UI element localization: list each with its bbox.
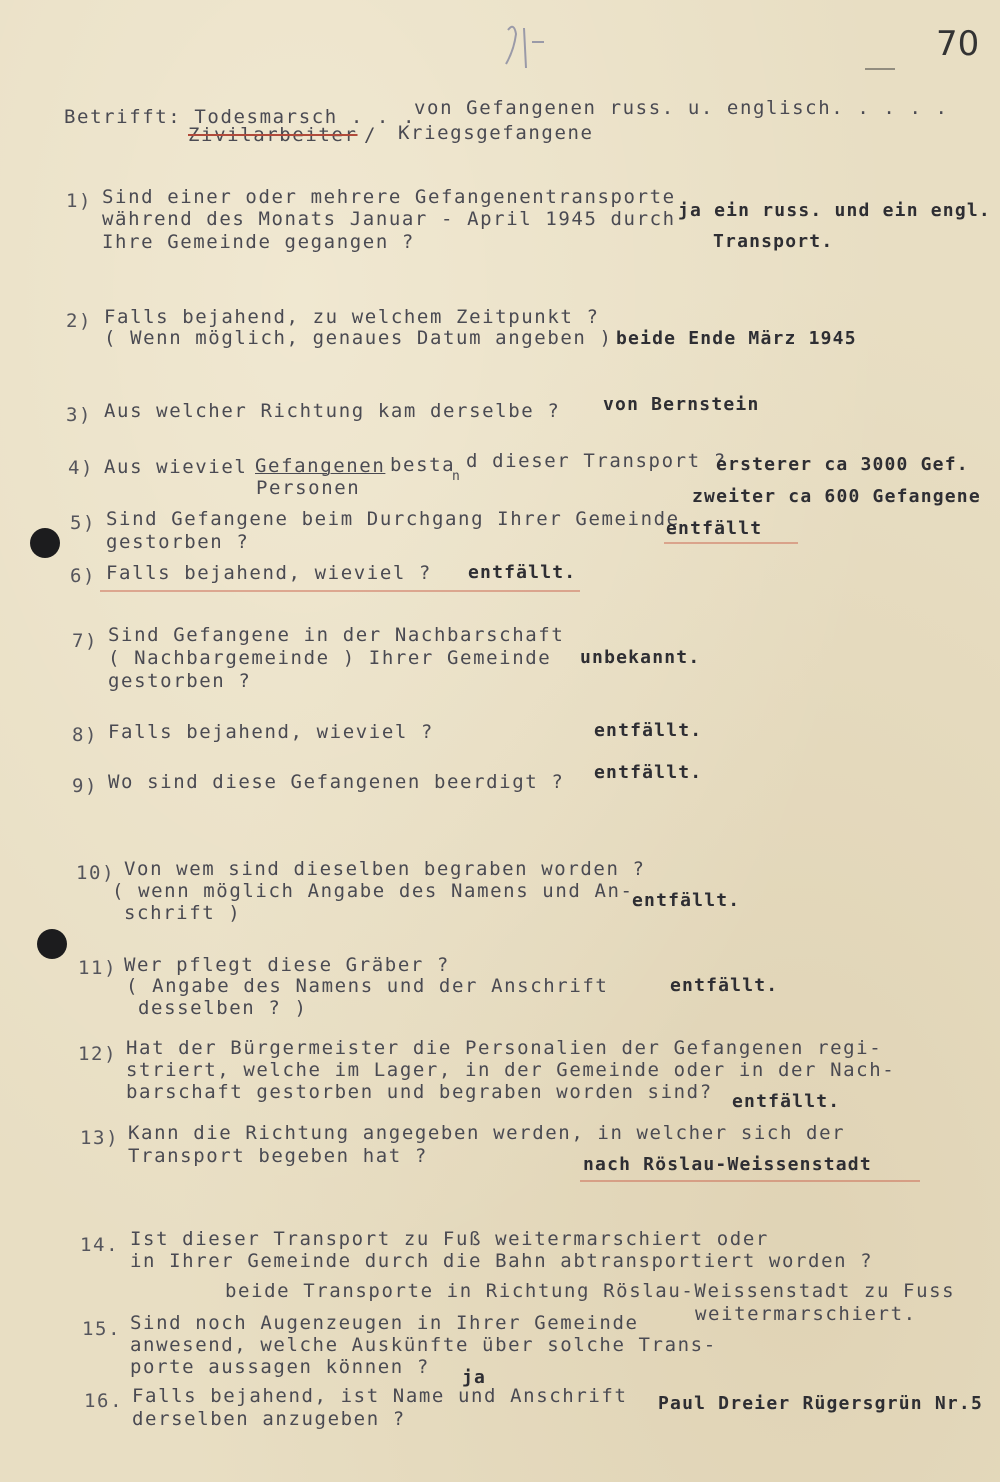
- punch-hole: [30, 528, 60, 558]
- question-line: Falls bejahend, ist Name und Anschrift: [132, 1385, 628, 1407]
- question-number: 3): [66, 404, 93, 426]
- answer-text-typed: weitermarschiert.: [695, 1303, 917, 1325]
- question-line: Von wem sind dieselben begraben worden ?: [124, 858, 646, 880]
- answer-text: entfällt.: [732, 1091, 841, 1112]
- question-line: Aus welcher Richtung kam derselbe ?: [104, 400, 561, 422]
- question-line: Personen: [256, 477, 361, 499]
- answer-text: ja ein russ. und ein engl.: [678, 200, 991, 221]
- struck-text: Zivilarbeiter: [188, 124, 358, 146]
- question-line: Ist dieser Transport zu Fuß weitermarschiert oder: [130, 1228, 769, 1250]
- question-line: Ihre Gemeinde gegangen ?: [102, 231, 415, 253]
- question-number: 10): [76, 862, 116, 884]
- question-line-inserted: n: [452, 469, 462, 484]
- question-number: 4): [68, 457, 95, 479]
- question-number: 5): [70, 512, 97, 534]
- question-line: ( Wenn möglich, genaues Datum angeben ): [104, 327, 613, 349]
- question-line: ( Angabe des Namens und der Anschrift: [126, 975, 609, 997]
- answer-text: von Bernstein: [603, 394, 760, 415]
- answer-text: entfällt.: [594, 762, 703, 783]
- question-line: während des Monats Januar - April 1945 durch: [102, 208, 676, 230]
- question-line: porte aussagen können ?: [130, 1356, 430, 1378]
- answer-text: entfällt.: [468, 562, 577, 583]
- question-line: Sind einer oder mehrere Gefangenentransporte: [102, 186, 676, 208]
- red-underline: [580, 1180, 920, 1182]
- answer-text: entfällt: [666, 518, 763, 539]
- question-line: Transport begeben hat ?: [128, 1145, 428, 1167]
- page-number: 70: [936, 24, 980, 64]
- question-line: Falls bejahend, wieviel ?: [106, 562, 432, 584]
- question-line: Sind Gefangene in der Nachbarschaft: [108, 624, 565, 646]
- answer-text: nach Röslau-Weissenstadt: [583, 1154, 872, 1175]
- question-line-underlined: Gefangenen: [255, 455, 386, 477]
- question-line: derselben anzugeben ?: [132, 1408, 406, 1430]
- question-line: striert, welche im Lager, in der Gemeinde oder in der Nach-: [126, 1059, 896, 1081]
- question-number: 15.: [82, 1318, 122, 1340]
- question-line: desselben ? ): [138, 997, 308, 1019]
- betrifft-label: Betrifft: Todesmarsch . . .: [64, 106, 417, 128]
- answer-text: unbekannt.: [580, 647, 701, 668]
- question-line: besta: [390, 454, 456, 476]
- question-line: Wo sind diese Gefangenen beerdigt ?: [108, 771, 565, 793]
- question-number: 14.: [80, 1234, 120, 1256]
- question-line: d dieser Transport ?: [466, 450, 727, 472]
- question-line: Hat der Bürgermeister die Personalien der Gefangenen regi-: [126, 1037, 883, 1059]
- answer-text-typed: beide Transporte in Richtung Röslau-Weissenstadt zu Fuss: [225, 1280, 956, 1302]
- question-number: 8): [72, 724, 99, 746]
- answer-text: entfällt.: [632, 890, 741, 911]
- question-line: Falls bejahend, wieviel ?: [108, 721, 434, 743]
- question-number: 16.: [84, 1390, 124, 1412]
- question-line: ( wenn möglich Angabe des Namens und An-: [112, 880, 634, 902]
- red-underline: [100, 590, 580, 592]
- question-line: Kann die Richtung angegeben werden, in welcher sich der: [128, 1122, 846, 1144]
- question-number: 1): [66, 190, 93, 212]
- answer-text: beide Ende März 1945: [616, 328, 857, 349]
- slash: /: [364, 124, 378, 146]
- question-line: barschaft gestorben und begraben worden sind?: [126, 1081, 713, 1103]
- kriegsgefangene-text: Kriegsgefangene: [398, 122, 594, 144]
- red-underline: [664, 542, 798, 544]
- question-line: Falls bejahend, zu welchem Zeitpunkt ?: [104, 306, 600, 328]
- question-line: gestorben ?: [106, 531, 250, 553]
- question-line: Sind Gefangene beim Durchgang Ihrer Gemeinde: [106, 508, 680, 530]
- pencil-mark-icon: [500, 20, 550, 80]
- subject-text: von Gefangenen russ. u. englisch. . . . .: [414, 97, 949, 119]
- question-line: Wer pflegt diese Gräber ?: [124, 954, 450, 976]
- question-number: 2): [66, 310, 93, 332]
- question-number: 6): [70, 565, 97, 587]
- question-number: 11): [78, 957, 118, 979]
- question-line: in Ihrer Gemeinde durch die Bahn abtransportiert worden ?: [130, 1250, 874, 1272]
- question-line: Sind noch Augenzeugen in Ihrer Gemeinde: [130, 1312, 639, 1334]
- answer-text: entfällt.: [670, 975, 779, 996]
- question-number: 13): [80, 1127, 120, 1149]
- punch-hole: [37, 929, 67, 959]
- question-line: gestorben ?: [108, 670, 252, 692]
- answer-text: ersterer ca 3000 Gef.: [716, 454, 969, 475]
- answer-text: entfällt.: [594, 720, 703, 741]
- question-line: anwesend, welche Auskünfte über solche Trans-: [130, 1334, 717, 1356]
- answer-text: ja: [462, 1367, 487, 1388]
- answer-text: Transport.: [713, 231, 834, 252]
- question-number: 9): [72, 775, 99, 797]
- question-number: 7): [72, 630, 99, 652]
- question-number: 12): [78, 1043, 118, 1065]
- pencil-dash: [865, 68, 895, 70]
- question-line: schrift ): [124, 902, 242, 924]
- answer-text: zweiter ca 600 Gefangene: [692, 486, 981, 507]
- question-line: Aus wieviel: [104, 456, 248, 478]
- answer-text: Paul Dreier Rügersgrün Nr.5: [658, 1393, 983, 1414]
- question-line: ( Nachbargemeinde ) Ihrer Gemeinde: [108, 647, 552, 669]
